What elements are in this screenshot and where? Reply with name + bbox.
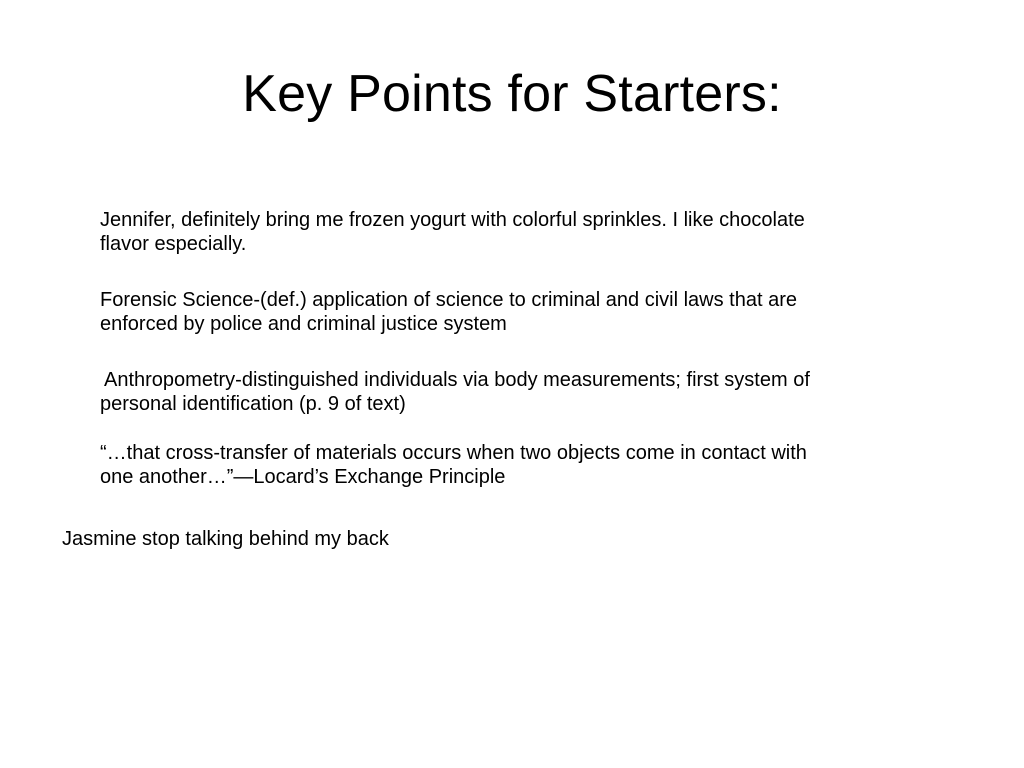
- paragraph-frozen-yogurt: [100, 208, 960, 256]
- paragraph-line: one another…”—Locard’s Exchange Principle: [100, 466, 506, 488]
- paragraph-line: Anthropometry-distinguished individuals via body measurements; first system of: [104, 369, 810, 391]
- paragraph-line: enforced by police and criminal justice system: [100, 313, 507, 335]
- paragraph-line: “…that cross-transfer of materials occurs when two objects come in contact with: [100, 442, 807, 464]
- paragraph-forensic-science: [100, 288, 960, 336]
- paragraph-line: Jennifer, definitely bring me frozen yogurt with colorful sprinkles. I like chocolate: [100, 209, 805, 231]
- paragraph-line: personal identification (p. 9 of text): [100, 393, 406, 415]
- footer-note: Jasmine stop talking behind my back: [62, 528, 389, 550]
- paragraph-anthropometry: [100, 368, 960, 416]
- paragraph-line: Forensic Science-(def.) application of science to criminal and civil laws that are: [100, 289, 797, 311]
- slide-title: Key Points for Starters:: [242, 65, 782, 123]
- paragraph-line: flavor especially.: [100, 233, 247, 255]
- paragraph-locard-principle: [100, 441, 960, 489]
